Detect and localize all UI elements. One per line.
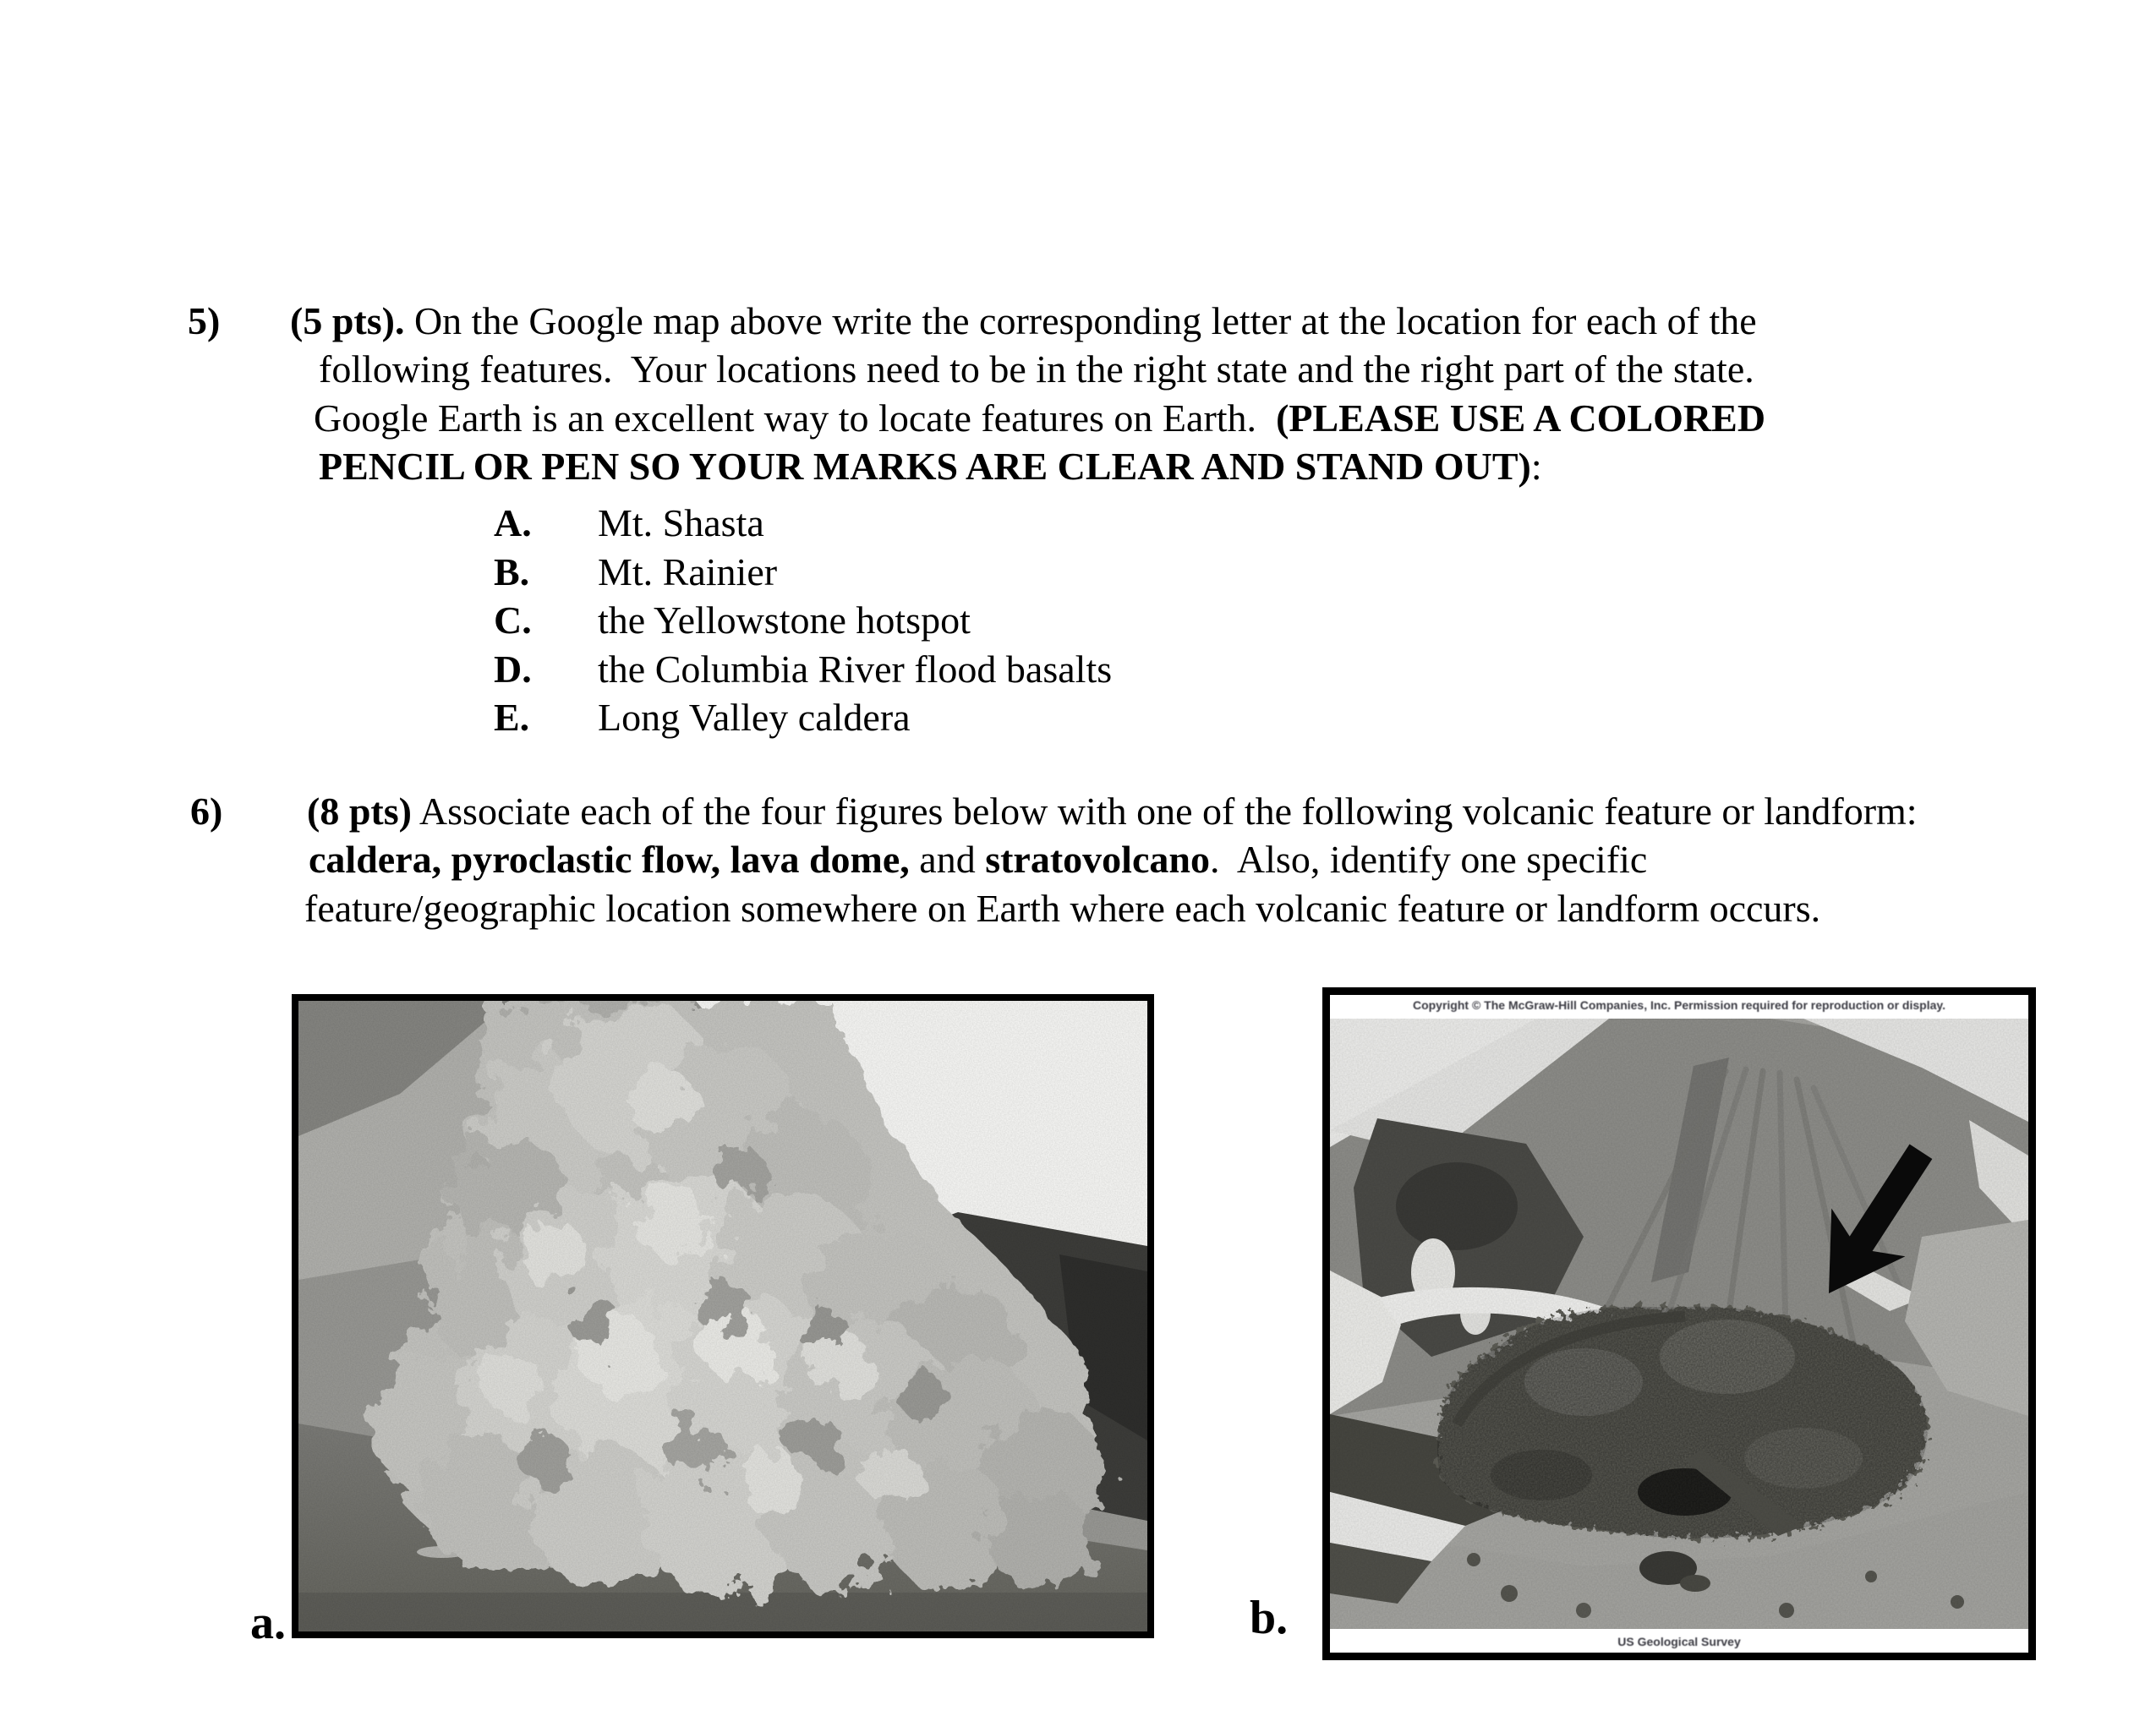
list-text-c: the Yellowstone hotspot	[598, 598, 971, 642]
question-6-line-3: feature/geographic location somewhere on Earth where each volcanic feature or landform occurs.	[304, 887, 1821, 930]
list-text-d: the Columbia River flood basalts	[598, 647, 1113, 691]
question-5-number: 5)	[188, 299, 221, 342]
figure-b-label: b.	[1250, 1592, 1289, 1644]
figure-a-photo-graphic	[298, 1001, 1147, 1631]
q5-feature-list	[494, 499, 1112, 742]
q6-terms-1: caldera, pyroclastic flow, lava dome,	[309, 838, 910, 881]
question-5-line-2: following features. Your locations need to be in the right state and the right part of the state.	[319, 347, 1754, 391]
list-text-a: Mt. Shasta	[598, 501, 764, 544]
figure-b-copyright-caption: Copyright © The McGraw-Hill Companies, Inc. Permission required for reproduction or display.	[1412, 998, 1946, 1012]
list-letter-c: C.	[494, 598, 532, 642]
list-item-c	[494, 596, 1112, 645]
question-5-line-3	[314, 395, 1765, 441]
figure-b-photo-graphic	[1330, 1019, 2028, 1629]
question-5-line-1	[290, 298, 1757, 344]
list-letter-d: D.	[494, 647, 532, 691]
q5-points: (5 pts).	[290, 299, 405, 342]
list-item-b	[494, 548, 1112, 597]
list-text-b: Mt. Rainier	[598, 549, 778, 593]
q5-text-3: Google Earth is an excellent way to locate features on Earth.	[314, 396, 1277, 440]
q5-text-1: On the Google map above write the corresponding letter at the location for each of the	[404, 299, 1757, 342]
q6-text-1: Associate each of the four figures below with one of the following volcanic feature or landform:	[411, 790, 1918, 833]
question-6-line-1	[307, 788, 1918, 834]
q6-terms-2: stratovolcano	[985, 838, 1210, 881]
list-letter-e: E.	[494, 696, 530, 739]
list-letter-b: B.	[494, 549, 530, 593]
list-item-a	[494, 499, 1112, 548]
list-text-e: Long Valley caldera	[598, 696, 911, 739]
list-item-e	[494, 693, 1112, 742]
question-6-line-2	[309, 836, 1647, 883]
figure-a-pyroclastic-flow-photo	[292, 994, 1154, 1638]
q6-points: (8 pts)	[307, 790, 412, 833]
q5-emphasis-2: PENCIL OR PEN SO YOUR MARKS ARE CLEAR AND STAND OUT)	[319, 445, 1531, 488]
figure-a-label: a.	[250, 1597, 286, 1649]
list-item-d	[494, 645, 1112, 694]
q6-text-2b: . Also, identify one specific	[1209, 838, 1648, 881]
q5-text-4: :	[1530, 445, 1542, 488]
figure-b-credit-caption: US Geological Survey	[1617, 1635, 1741, 1648]
figure-b-lava-dome-photo	[1322, 987, 2036, 1660]
list-letter-a: A.	[494, 501, 532, 544]
question-5-line-4	[319, 443, 1542, 489]
question-6-number: 6)	[190, 790, 223, 833]
q6-text-2a: and	[909, 838, 986, 881]
q5-emphasis-1: (PLEASE USE A COLORED	[1276, 396, 1766, 440]
